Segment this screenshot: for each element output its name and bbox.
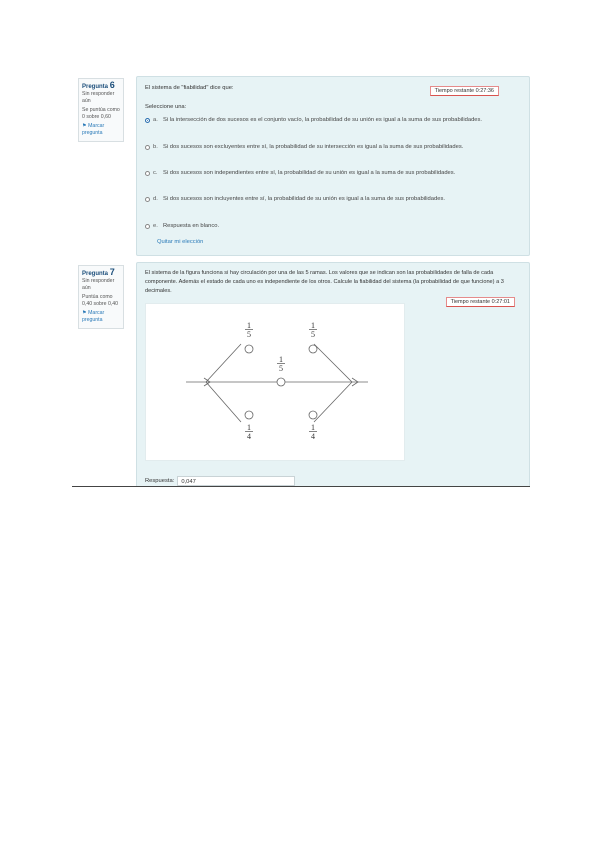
diagram-svg	[146, 304, 404, 460]
option-e-text: Respuesta en blanco.	[163, 223, 220, 229]
question-6-points: Se puntúa como 0 sobre 0,60	[82, 107, 120, 120]
radio-option-c[interactable]	[145, 171, 150, 176]
label-top-left-num: 1	[247, 321, 251, 330]
option-a-letter: a.	[153, 117, 158, 123]
right-branches	[314, 344, 352, 422]
page-divider	[72, 486, 530, 487]
label-bottom-left-num: 1	[247, 423, 251, 432]
flag-question-6-label: Marcar pregunta	[82, 123, 105, 136]
flag-question-7-link[interactable]	[82, 310, 120, 324]
component-bottom-left	[245, 411, 253, 419]
radio-option-b[interactable]	[145, 145, 150, 150]
question-6-box	[136, 76, 530, 256]
option-c[interactable]	[145, 169, 525, 177]
option-b-letter: b.	[153, 144, 158, 150]
label-middle-den: 5	[279, 364, 283, 373]
answer-label: Respuesta:	[145, 478, 175, 484]
question-7-status: Sin responder aún	[82, 278, 115, 291]
question-7-box	[136, 262, 530, 487]
label-bottom-left-den: 4	[247, 432, 251, 441]
option-e[interactable]	[145, 222, 525, 230]
label-top-left-den: 5	[247, 330, 251, 339]
component-top-left	[245, 345, 253, 353]
option-a[interactable]	[145, 116, 525, 124]
question-6-info	[78, 78, 124, 142]
option-d-text: Si dos sucesos son incluyentes entre sí, la probabilidad de su unión es igual a la suma de sus probabilidades.	[163, 196, 445, 202]
option-c-text: Si dos sucesos son independientes entre sí, la probabilidad de su unión es igual a la suma de sus probabilidades.	[163, 170, 456, 176]
label-top-right-den: 5	[311, 330, 315, 339]
component-top-right	[309, 345, 317, 353]
question-7-number: Pregunta 7	[82, 267, 115, 277]
answer-input[interactable]: 0,047	[177, 476, 295, 486]
question-7-points: Puntúa como 0,40 sobre 0,40	[82, 294, 119, 307]
flag-question-6-link[interactable]	[82, 123, 120, 137]
radio-option-e[interactable]	[145, 224, 150, 229]
system-diagram	[145, 303, 405, 461]
question-6-status: Sin responder aún	[82, 91, 115, 104]
option-d-letter: d.	[153, 196, 158, 202]
label-bottom-right-den: 4	[311, 432, 315, 441]
label-bottom-right-num: 1	[311, 423, 315, 432]
question-6-number: Pregunta 6	[82, 80, 115, 90]
flag-icon: ⚑	[82, 310, 87, 316]
label-middle-num: 1	[279, 355, 283, 364]
option-b-text: Si dos sucesos son excluyentes entre sí, la probabilidad de su intersección es igual a la suma de sus probabilidades.	[163, 144, 464, 150]
radio-option-a[interactable]	[145, 118, 150, 123]
component-middle	[277, 378, 285, 386]
component-bottom-right	[309, 411, 317, 419]
option-c-letter: c.	[153, 170, 158, 176]
answer-row	[145, 476, 295, 486]
flag-question-7-label: Marcar pregunta	[82, 310, 105, 323]
option-a-text: Si la intersección de dos sucesos es el conjunto vacío, la probabilidad de su unión es igual a la suma de sus probabilidades.	[163, 117, 483, 123]
option-d[interactable]	[145, 195, 525, 203]
select-one-prompt: Seleccione una:	[145, 104, 187, 110]
question-7-text: El sistema de la figura funciona si hay circulación por una de las 5 ramas. Los valores que se indican son las probabilidades de falla de cada componente. Además el estado de cada uno es independiente de los otros. Calcule la fiabilidad del sistema (la probabilidad de que funcione) a 3 decimales.	[145, 270, 504, 294]
flag-icon: ⚑	[82, 123, 87, 129]
question-6-title: El sistema de "fiabilidad" dice que:	[145, 85, 234, 91]
left-branches	[206, 344, 241, 422]
radio-option-d[interactable]	[145, 197, 150, 202]
option-b[interactable]	[145, 143, 525, 151]
question-7-info	[78, 265, 124, 329]
option-e-letter: e.	[153, 223, 158, 229]
clear-choice-link[interactable]: Quitar mi elección	[157, 239, 204, 245]
timer-q6: Tiempo restante 0:27:36	[430, 86, 499, 96]
timer-q7: Tiempo restante 0:27:01	[446, 297, 515, 307]
label-top-right-num: 1	[311, 321, 315, 330]
